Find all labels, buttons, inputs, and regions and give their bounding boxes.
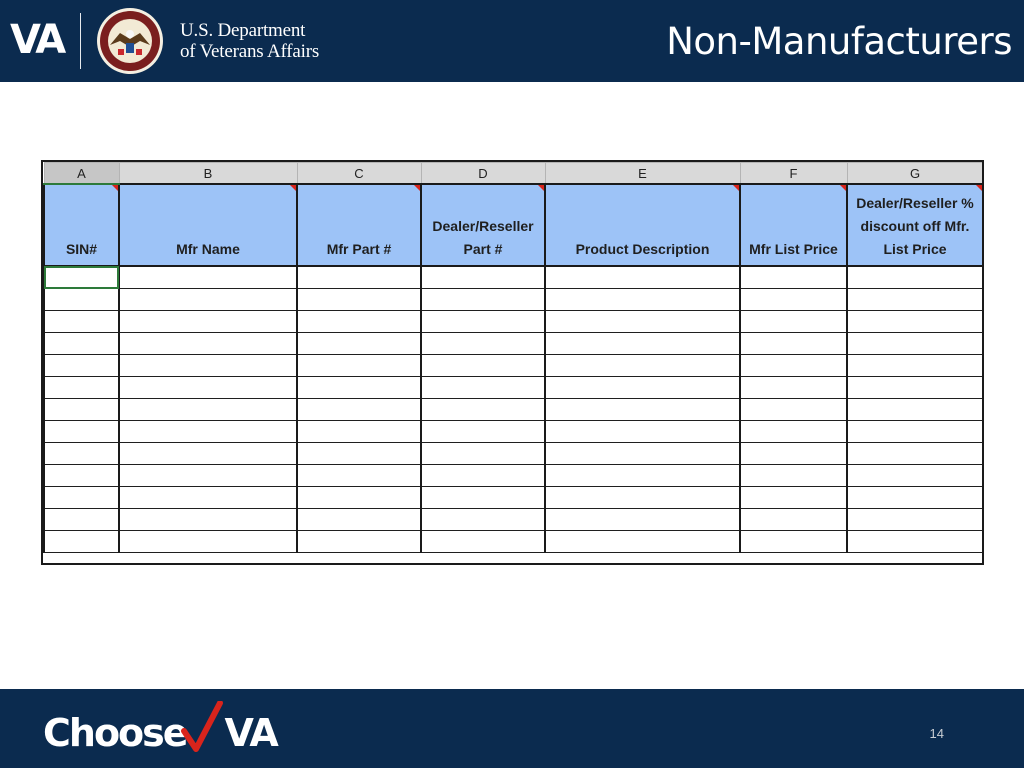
table-cell[interactable] xyxy=(421,289,545,311)
department-name xyxy=(180,20,319,62)
table-cell[interactable] xyxy=(545,333,740,355)
table-cell[interactable] xyxy=(847,355,983,377)
table-cell[interactable] xyxy=(119,531,297,553)
table-row xyxy=(44,443,983,465)
table-cell[interactable] xyxy=(545,465,740,487)
table-cell[interactable] xyxy=(119,355,297,377)
table-row xyxy=(44,487,983,509)
table-cell[interactable] xyxy=(297,531,421,553)
table-cell[interactable] xyxy=(847,443,983,465)
table-cell[interactable] xyxy=(44,266,119,289)
header-row xyxy=(44,184,983,266)
choose-va-prefix: Choose xyxy=(43,711,187,755)
table-cell[interactable] xyxy=(44,465,119,487)
table-cell[interactable] xyxy=(297,289,421,311)
comment-marker-icon xyxy=(538,185,544,191)
table-cell[interactable] xyxy=(740,487,847,509)
header-sin-label: SIN# xyxy=(65,241,98,257)
table-cell[interactable] xyxy=(545,311,740,333)
header-mfr-list-price xyxy=(740,184,847,266)
table-row xyxy=(44,311,983,333)
table-cell[interactable] xyxy=(847,377,983,399)
spreadsheet-body xyxy=(44,266,983,553)
table-cell[interactable] xyxy=(297,377,421,399)
table-cell[interactable] xyxy=(545,443,740,465)
slide-footer xyxy=(0,689,1024,768)
table-cell[interactable] xyxy=(297,266,421,289)
table-cell[interactable] xyxy=(545,487,740,509)
table-cell[interactable] xyxy=(545,377,740,399)
table-row xyxy=(44,399,983,421)
table-cell[interactable] xyxy=(119,399,297,421)
table-row xyxy=(44,531,983,553)
table-cell[interactable] xyxy=(297,509,421,531)
choose-va-logo xyxy=(43,711,277,755)
header-product-description xyxy=(545,184,740,266)
table-cell[interactable] xyxy=(421,377,545,399)
logo-divider xyxy=(80,13,81,69)
table-cell[interactable] xyxy=(421,333,545,355)
checkmark-icon xyxy=(180,701,224,753)
table-cell[interactable] xyxy=(421,266,545,289)
va-seal-icon xyxy=(96,7,164,75)
slide-title: Non-Manufacturers xyxy=(666,20,1012,63)
header-mfr-name-label: Mfr Name xyxy=(176,241,240,257)
header-mfr-part-label: Mfr Part # xyxy=(326,241,392,257)
department-line-2: of Veterans Affairs xyxy=(180,41,320,62)
table-cell[interactable] xyxy=(44,399,119,421)
table-cell[interactable] xyxy=(740,377,847,399)
table-cell[interactable] xyxy=(44,531,119,553)
table-cell[interactable] xyxy=(421,355,545,377)
comment-marker-icon xyxy=(840,185,846,191)
choose-va-suffix: VA xyxy=(224,711,277,755)
spreadsheet-table xyxy=(43,162,984,553)
table-cell[interactable] xyxy=(740,443,847,465)
column-letter-g: G xyxy=(847,163,983,185)
column-letter-c: C xyxy=(297,163,421,185)
spreadsheet-image xyxy=(41,160,984,565)
table-row xyxy=(44,509,983,531)
table-cell[interactable] xyxy=(297,399,421,421)
table-cell[interactable] xyxy=(740,289,847,311)
table-cell[interactable] xyxy=(119,289,297,311)
table-cell[interactable] xyxy=(421,509,545,531)
table-cell[interactable] xyxy=(740,333,847,355)
table-cell[interactable] xyxy=(847,266,983,289)
column-letter-b: B xyxy=(119,163,297,185)
table-cell[interactable] xyxy=(847,333,983,355)
table-cell[interactable] xyxy=(847,289,983,311)
table-cell[interactable] xyxy=(297,487,421,509)
header-mfr-name xyxy=(119,184,297,266)
table-cell[interactable] xyxy=(847,531,983,553)
va-logo: VA xyxy=(10,17,64,63)
header-mfr-list-price-label: Mfr List Price xyxy=(749,241,838,257)
department-line-1: U.S. Department xyxy=(180,20,306,41)
column-letter-row xyxy=(44,163,983,185)
table-cell[interactable] xyxy=(847,487,983,509)
header-product-description-label: Product Description xyxy=(575,241,710,257)
column-letter-d: D xyxy=(421,163,545,185)
column-letter-e: E xyxy=(545,163,740,185)
table-cell[interactable] xyxy=(119,487,297,509)
table-cell[interactable] xyxy=(421,443,545,465)
table-cell[interactable] xyxy=(44,509,119,531)
header-sin xyxy=(44,184,119,266)
comment-marker-icon xyxy=(414,185,420,191)
header-mfr-part xyxy=(297,184,421,266)
table-cell[interactable] xyxy=(545,355,740,377)
table-cell[interactable] xyxy=(421,421,545,443)
table-row xyxy=(44,289,983,311)
slide-header xyxy=(0,0,1024,82)
table-cell[interactable] xyxy=(44,487,119,509)
table-row xyxy=(44,421,983,443)
table-cell[interactable] xyxy=(119,377,297,399)
table-cell[interactable] xyxy=(44,421,119,443)
header-dealer-part-label: Dealer/Reseller Part # xyxy=(432,218,534,257)
table-cell[interactable] xyxy=(421,311,545,333)
table-cell[interactable] xyxy=(421,399,545,421)
table-cell[interactable] xyxy=(740,355,847,377)
table-cell[interactable] xyxy=(421,465,545,487)
table-cell[interactable] xyxy=(847,399,983,421)
table-cell[interactable] xyxy=(740,399,847,421)
table-cell[interactable] xyxy=(847,421,983,443)
table-cell[interactable] xyxy=(740,531,847,553)
comment-marker-icon xyxy=(112,185,118,191)
table-cell[interactable] xyxy=(44,377,119,399)
table-row xyxy=(44,377,983,399)
table-cell[interactable] xyxy=(44,289,119,311)
table-cell[interactable] xyxy=(545,266,740,289)
comment-marker-icon xyxy=(733,185,739,191)
table-row xyxy=(44,465,983,487)
table-cell[interactable] xyxy=(740,266,847,289)
table-row xyxy=(44,333,983,355)
table-cell[interactable] xyxy=(119,421,297,443)
table-cell[interactable] xyxy=(847,311,983,333)
table-cell[interactable] xyxy=(119,266,297,289)
table-cell[interactable] xyxy=(740,465,847,487)
header-discount xyxy=(847,184,983,266)
table-cell[interactable] xyxy=(297,355,421,377)
table-cell[interactable] xyxy=(421,531,545,553)
table-cell[interactable] xyxy=(44,311,119,333)
table-cell[interactable] xyxy=(545,399,740,421)
table-cell[interactable] xyxy=(421,487,545,509)
table-cell[interactable] xyxy=(119,333,297,355)
table-cell[interactable] xyxy=(119,465,297,487)
header-discount-label: Dealer/Reseller % discount off Mfr. List Price xyxy=(856,195,974,257)
comment-marker-icon xyxy=(290,185,296,191)
table-cell[interactable] xyxy=(740,421,847,443)
column-letter-f: F xyxy=(740,163,847,185)
page-number: 14 xyxy=(929,726,944,741)
column-letter-a: A xyxy=(44,163,119,185)
table-cell[interactable] xyxy=(740,311,847,333)
table-cell[interactable] xyxy=(297,333,421,355)
table-row xyxy=(44,355,983,377)
table-cell[interactable] xyxy=(545,509,740,531)
table-cell[interactable] xyxy=(297,421,421,443)
table-cell[interactable] xyxy=(847,465,983,487)
comment-marker-icon xyxy=(976,185,982,191)
table-cell[interactable] xyxy=(44,443,119,465)
table-cell[interactable] xyxy=(545,531,740,553)
table-cell[interactable] xyxy=(545,421,740,443)
table-cell[interactable] xyxy=(119,443,297,465)
table-cell[interactable] xyxy=(545,289,740,311)
table-cell[interactable] xyxy=(847,509,983,531)
table-cell[interactable] xyxy=(297,443,421,465)
table-row xyxy=(44,266,983,289)
table-cell[interactable] xyxy=(44,333,119,355)
table-cell[interactable] xyxy=(44,355,119,377)
table-cell[interactable] xyxy=(119,311,297,333)
table-cell[interactable] xyxy=(297,311,421,333)
table-cell[interactable] xyxy=(740,509,847,531)
table-cell[interactable] xyxy=(119,509,297,531)
header-dealer-part xyxy=(421,184,545,266)
table-cell[interactable] xyxy=(297,465,421,487)
